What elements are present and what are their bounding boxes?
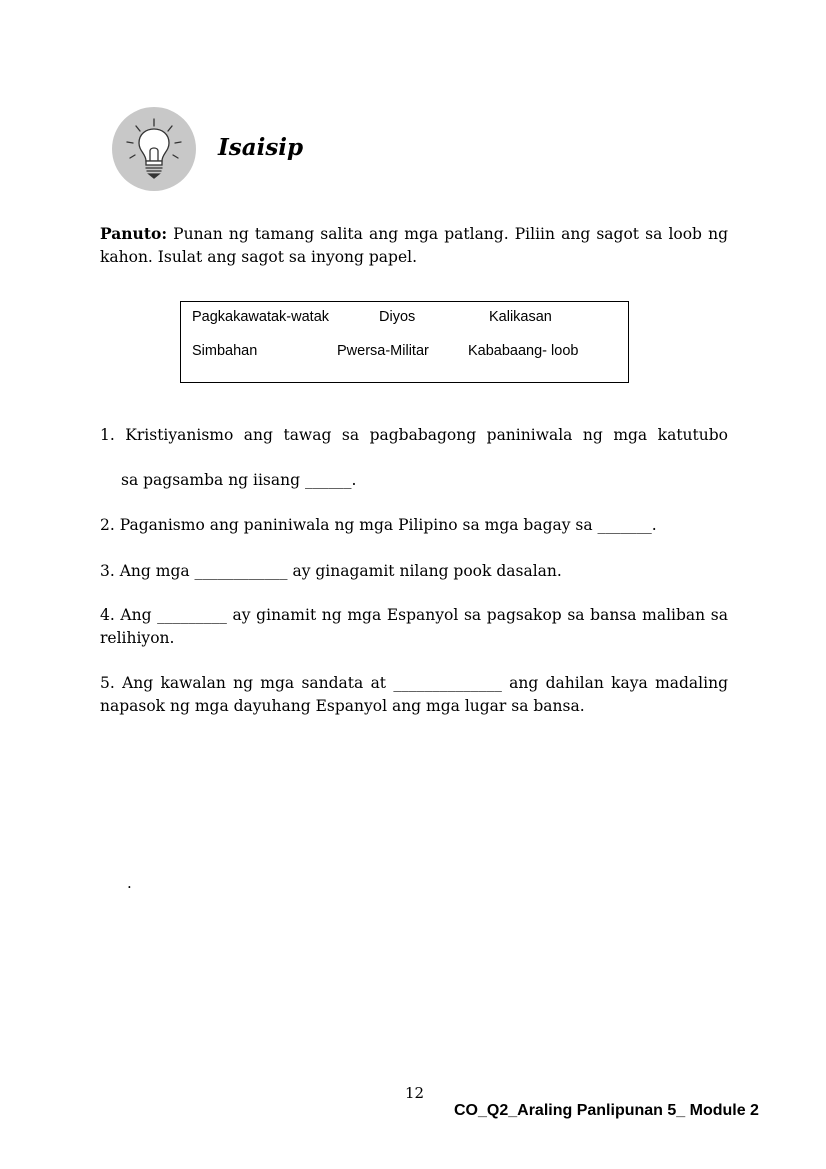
instructions-label: Panuto:	[100, 224, 168, 243]
word-bank-item: Pagkakawatak-watak	[192, 309, 330, 325]
question-5: 5. Ang kawalan ng mga sandata at ______________ ang dahilan kaya madaling napasok ng mga dayuhang Espanyol ang mga lugar sa bansa.	[100, 674, 728, 715]
lightbulb-icon	[112, 107, 196, 191]
section-title: Isaisip	[218, 134, 304, 161]
module-code: CO_Q2_Araling Panlipunan 5_ Module 2	[454, 1102, 759, 1119]
page-number: 12	[405, 1084, 425, 1102]
word-bank-item: Kalikasan	[489, 309, 552, 325]
instructions	[100, 222, 728, 269]
question-2: 2. Paganismo ang paniniwala ng mga Pilipino sa mga bagay sa _______.	[100, 516, 657, 534]
stray-mark: .	[127, 874, 132, 892]
question-1-line-1: 1. Kristiyanismo ang tawag sa pagbabagong paniniwala ng mga katutubo	[100, 426, 728, 444]
word-bank-item: Pwersa-Militar	[337, 343, 429, 359]
word-bank-item: Kababaang- loob	[468, 343, 579, 359]
question-4: 4. Ang _________ ay ginamit ng mga Espanyol sa pagsakop sa bansa maliban sa relihiyon.	[100, 606, 728, 647]
word-bank-item: Simbahan	[192, 343, 258, 359]
question-1-line-2: sa pagsamba ng iisang ______.	[121, 471, 357, 489]
instructions-text: Punan ng tamang salita ang mga patlang. Piliin ang sagot sa loob ng kahon. Isulat ang sagot sa inyong papel.	[100, 225, 728, 266]
word-bank-box	[180, 301, 629, 383]
question-3: 3. Ang mga ____________ ay ginagamit nilang pook dasalan.	[100, 562, 562, 580]
word-bank-item: Diyos	[379, 309, 416, 325]
